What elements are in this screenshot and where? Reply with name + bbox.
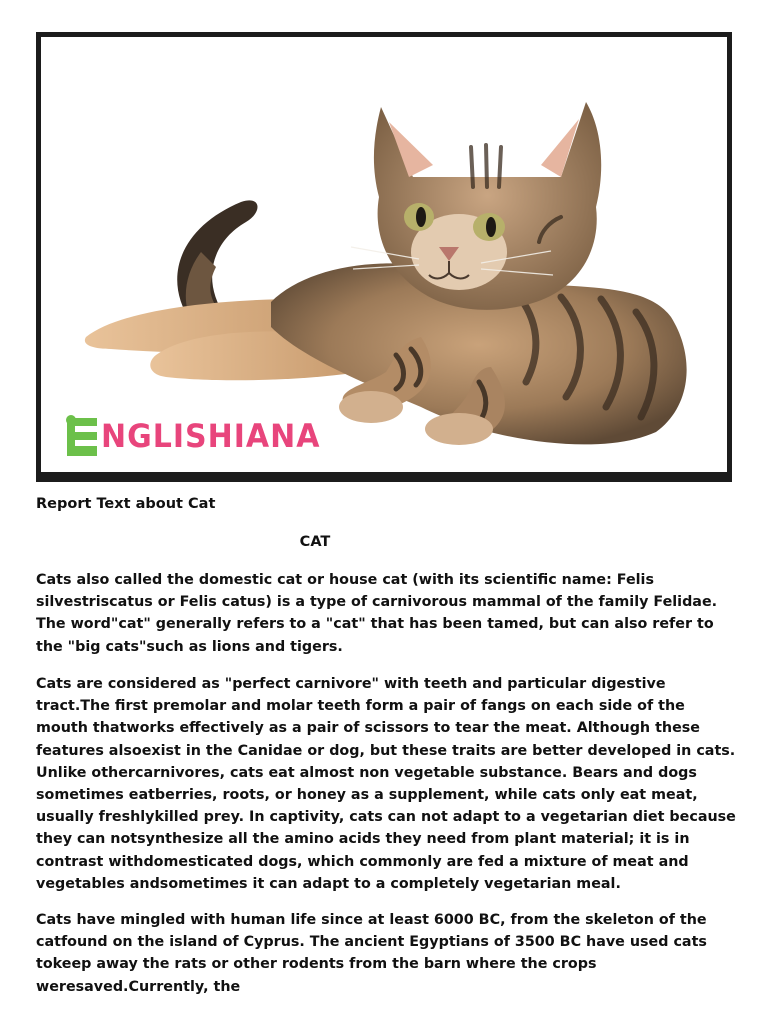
document-title: CAT: [299, 534, 331, 550]
paragraph-3: Cats have mingled with human life since at least 6000 BC, from the skeleton of the catfound on the island of Cyprus. The ancient Egyptians of 3500 BC have used cats tokeep away the rats or other rodents from the barn where the crops weresaved.Currently, the: [36, 912, 707, 995]
report-heading: Report Text about Cat: [36, 496, 216, 512]
paragraph-1: Cats also called the domestic cat or house cat (with its scientific name: Felis silvestriscatus or Felis catus) is a type of carnivorous mammal of the family Felidae. The word"cat" generally refers to a "cat" that has been tamed, but can also refer to the "big cats"such as lions and tigers.: [36, 572, 718, 655]
cat-illustration: [41, 37, 727, 472]
cat-photo-frame: [36, 32, 732, 482]
englishiana-logo: [65, 411, 320, 461]
logo-e-icon: [65, 414, 99, 458]
cat-paw-right: [425, 413, 493, 445]
cat-paw-left: [339, 391, 403, 423]
logo-text: NGLISHIANA: [101, 417, 321, 455]
paragraph-2: Cats are considered as "perfect carnivore" with teeth and particular digestive tract.The first premolar and molar teeth form a pair of fangs on each side of the mouth thatworks effectively as a pair of scissors to tear the meat. Although these features alsoexist in the Canidae or dog, but these traits are better developed in cats. Unlike othercarnivores, cats eat almost non vegetable substance. Bears and dogs sometimes eatberries, roots, or honey as a supplement, while cats only eat meat, usually freshlykilled prey. In captivity, cats can not adapt to a vegetarian diet because they can notsynthesize all the amino acids they need from plant material; it is in contrast withdomesticated dogs, which commonly are fed a mixture of meat and vegetables andsometimes it can adapt to a completely vegetarian meal.: [36, 676, 736, 892]
cat-photo: [41, 37, 727, 472]
